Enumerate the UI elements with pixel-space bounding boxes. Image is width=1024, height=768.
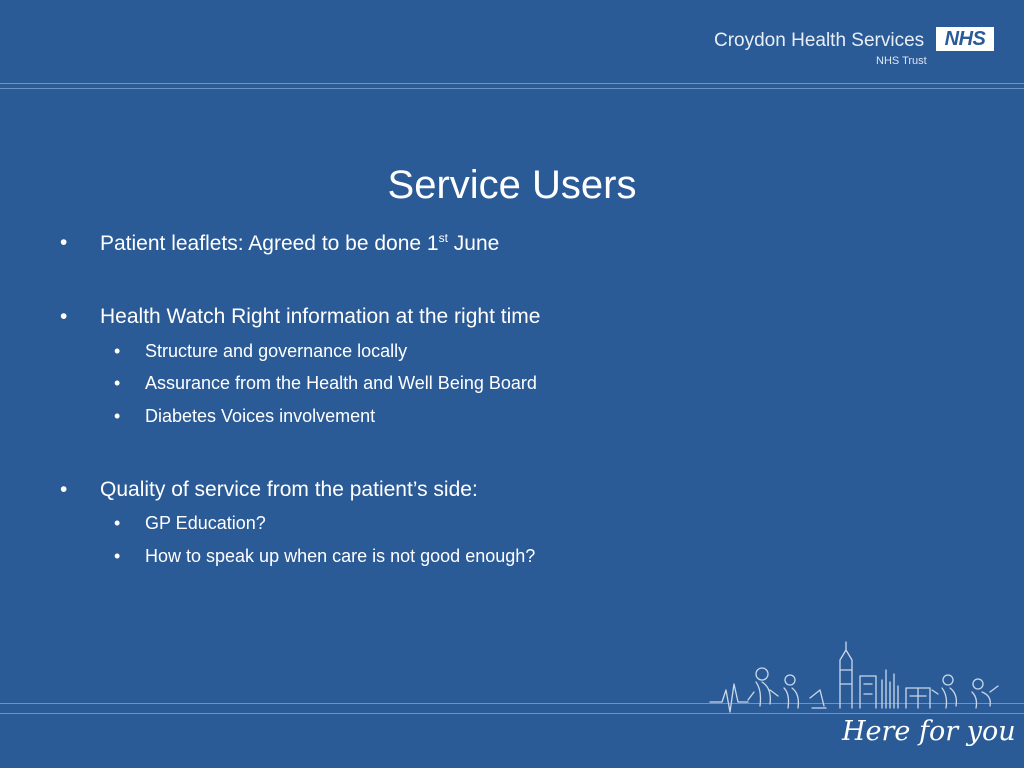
bullet-text: Health Watch Right information at the right time bbox=[100, 305, 541, 328]
bullet-icon: • bbox=[114, 373, 121, 393]
bullet-icon: • bbox=[60, 231, 68, 254]
header-divider-secondary bbox=[0, 88, 1024, 89]
tagline: Here for you bbox=[842, 716, 1016, 747]
bullet-icon: • bbox=[114, 546, 121, 566]
bullet-icon: • bbox=[114, 341, 121, 361]
org-name: Croydon Health Services bbox=[714, 30, 925, 51]
bullet-text: Patient leaflets: Agreed to be done 1st June bbox=[100, 231, 500, 255]
sub-bullet-text: GP Education? bbox=[145, 513, 266, 533]
bullet-text: Quality of service from the patient’s side: bbox=[100, 478, 478, 501]
nhs-logo: NHS bbox=[936, 27, 994, 51]
header-divider bbox=[0, 83, 1024, 84]
sub-bullet-text: How to speak up when care is not good enough? bbox=[145, 546, 536, 566]
sub-bullet-text: Structure and governance locally bbox=[145, 341, 408, 361]
bullet-icon: • bbox=[60, 478, 68, 501]
bullet-icon: • bbox=[60, 305, 68, 328]
line-drawing-icon bbox=[700, 640, 1020, 720]
sub-bullet-text: Assurance from the Health and Well Being Board bbox=[145, 373, 537, 393]
superscript: st bbox=[438, 231, 448, 245]
sub-bullet-text: Diabetes Voices involvement bbox=[145, 406, 376, 426]
bullet-icon: • bbox=[114, 406, 121, 426]
trust-label: NHS Trust bbox=[876, 55, 927, 67]
bullet-icon: • bbox=[114, 513, 121, 533]
slide-title: Service Users bbox=[387, 163, 637, 207]
